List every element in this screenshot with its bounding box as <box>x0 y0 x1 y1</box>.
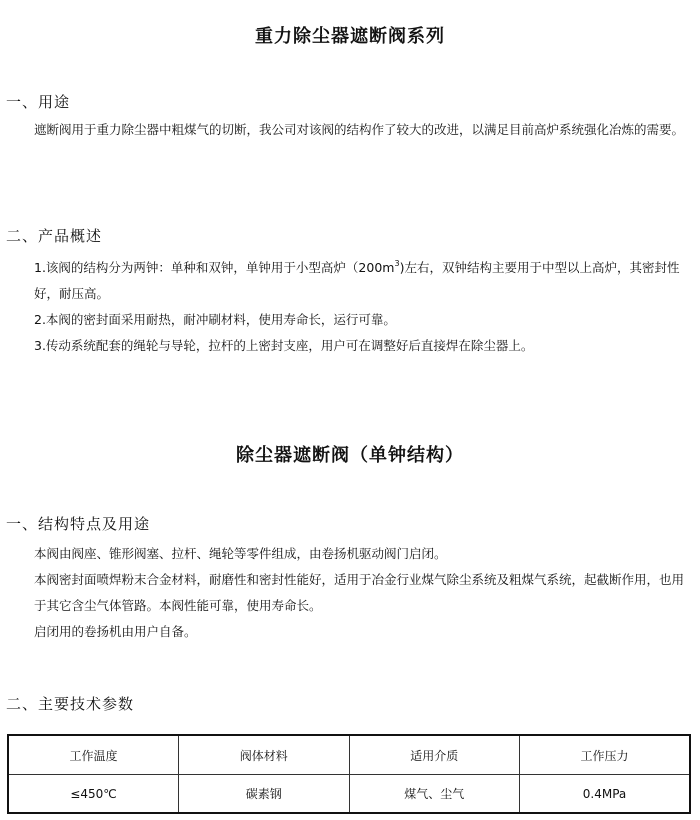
overview-item-1-text-cont: )左右，双钟结构主要用于中型以上高炉，其密封性好，耐压高。 <box>34 260 680 301</box>
section-heading-usage: 一、用途 <box>6 93 71 111</box>
specs-table-container <box>7 734 691 814</box>
table-cell: ≤450℃ <box>8 775 179 814</box>
overview-item-1-text: 1.该阀的结构分为两钟：单种和双钟，单钟用于小型高炉（200m <box>34 260 395 275</box>
specs-table <box>7 734 691 814</box>
overview-item-1 <box>8 255 692 307</box>
overview-list <box>8 255 692 359</box>
overview-item-3: 3.传动系统配套的绳轮与导轮，拉杆的上密封支座，用户可在调整好后直接焊在除尘器上。 <box>34 338 534 353</box>
structure-text-1: 本阀由阀座、锥形阀塞、拉杆、绳轮等零件组成，由卷扬机驱动阀门启闭。 <box>34 546 447 561</box>
section-heading-specs: 二、主要技术参数 <box>6 695 135 713</box>
table-header-cell: 适用介质 <box>349 735 520 775</box>
structure-text-3: 启闭用的卷扬机由用户自备。 <box>34 624 197 639</box>
table-header-cell: 工作压力 <box>520 735 691 775</box>
section-heading-overview: 二、产品概述 <box>6 227 103 245</box>
usage-paragraph <box>8 117 692 143</box>
table-header-cell: 工作温度 <box>8 735 179 775</box>
table-cell: 碳素钢 <box>179 775 350 814</box>
table-header-cell: 阀体材料 <box>179 735 350 775</box>
structure-text-2: 本阀密封面喷焊粉末合金材料，耐磨性和密封性能好，适用于冶金行业煤气除尘系统及粗煤气系统，起截断作用，也用于其它含尘气体管路。本阀性能可靠，使用寿命长。 <box>34 572 685 613</box>
overview-item-1-superscript: 3 <box>394 259 400 268</box>
structure-paragraphs <box>8 541 692 645</box>
table-row <box>8 775 690 814</box>
overview-item-2: 2.本阀的密封面采用耐热，耐冲刷材料，使用寿命长，运行可靠。 <box>34 312 396 327</box>
document-title: 重力除尘器遮断阀系列 <box>255 26 445 47</box>
section-subtitle: 除尘器遮断阀（单钟结构） <box>236 445 464 466</box>
table-cell: 0.4MPa <box>520 775 691 814</box>
table-cell: 煤气、尘气 <box>349 775 520 814</box>
table-header-row <box>8 735 690 775</box>
section-heading-structure: 一、结构特点及用途 <box>6 515 151 533</box>
usage-text: 遮断阀用于重力除尘器中粗煤气的切断，我公司对该阀的结构作了较大的改进，以满足目前高炉系统强化冶炼的需要。 <box>34 122 685 137</box>
